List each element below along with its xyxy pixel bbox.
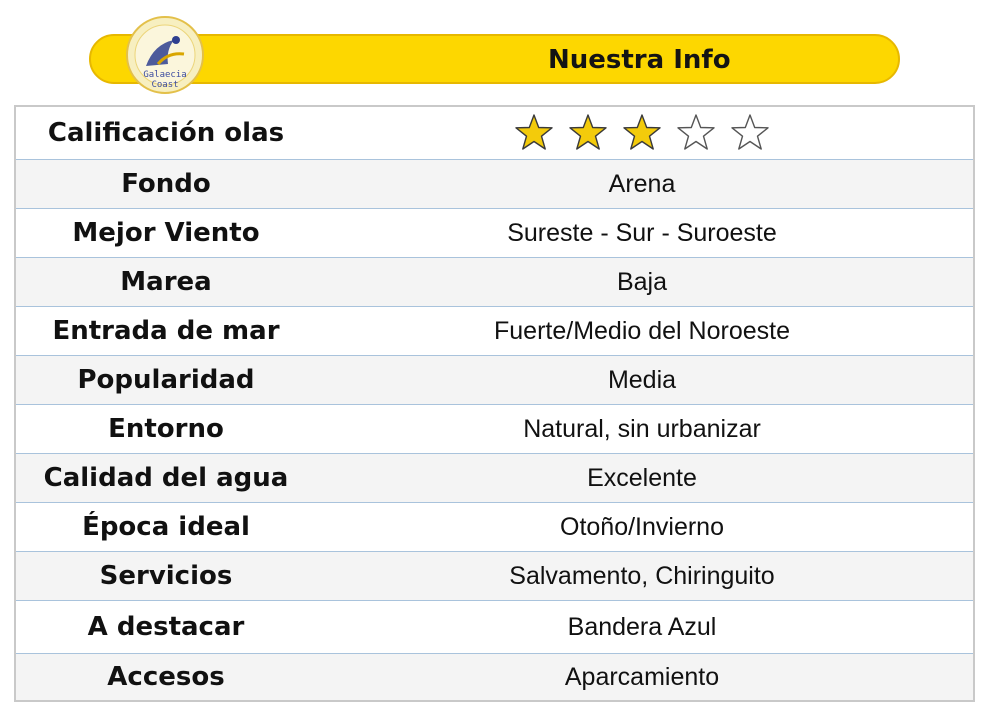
- galaecia-coast-logo: [118, 14, 212, 96]
- row-label: Entorno: [108, 414, 224, 444]
- row-value: Aparcamiento: [564, 662, 720, 691]
- row-value: Sureste - Sur - Suroeste: [507, 218, 777, 247]
- logo-text-top: Galaecia: [143, 70, 187, 80]
- table-row: [16, 600, 973, 653]
- table-row: [16, 404, 973, 453]
- row-value: Bandera Azul: [567, 612, 717, 641]
- row-label: Marea: [120, 267, 212, 297]
- table-row: [16, 107, 973, 159]
- table-row: [16, 502, 973, 551]
- row-value: Fuerte/Medio del Noroeste: [494, 316, 790, 345]
- row-value: Media: [607, 365, 677, 394]
- row-label: Calificación olas: [47, 118, 285, 148]
- table-row: [16, 355, 973, 404]
- logo-text-bottom: Coast: [151, 80, 179, 90]
- table-row: [16, 208, 973, 257]
- row-label: Época ideal: [82, 512, 250, 542]
- row-value: Natural, sin urbanizar: [523, 414, 761, 443]
- row-value: Arena: [608, 169, 676, 198]
- info-table: [14, 105, 975, 702]
- star-empty-icon: [676, 113, 716, 153]
- row-value: Baja: [616, 267, 668, 296]
- star-filled-icon: [568, 113, 608, 153]
- table-row: [16, 653, 973, 700]
- table-row: [16, 159, 973, 208]
- row-label: Servicios: [99, 561, 233, 591]
- star-filled-icon: [514, 113, 554, 153]
- table-row: [16, 453, 973, 502]
- star-empty-icon: [730, 113, 770, 153]
- row-label: Mejor Viento: [72, 218, 260, 248]
- table-row: [16, 306, 973, 355]
- rating-stars: [316, 107, 968, 159]
- row-value: Otoño/Invierno: [560, 512, 724, 541]
- row-label: Popularidad: [77, 365, 255, 395]
- row-label: A destacar: [87, 612, 245, 642]
- star-filled-icon: [622, 113, 662, 153]
- table-row: [16, 257, 973, 306]
- row-value: Salvamento, Chiringuito: [509, 561, 775, 590]
- row-label: Fondo: [121, 169, 211, 199]
- table-row: [16, 551, 973, 600]
- row-label: Accesos: [107, 662, 225, 692]
- row-label: Calidad del agua: [43, 463, 289, 493]
- row-value: Excelente: [587, 463, 697, 492]
- row-label: Entrada de mar: [52, 316, 280, 346]
- page-title: Nuestra Info: [548, 45, 731, 75]
